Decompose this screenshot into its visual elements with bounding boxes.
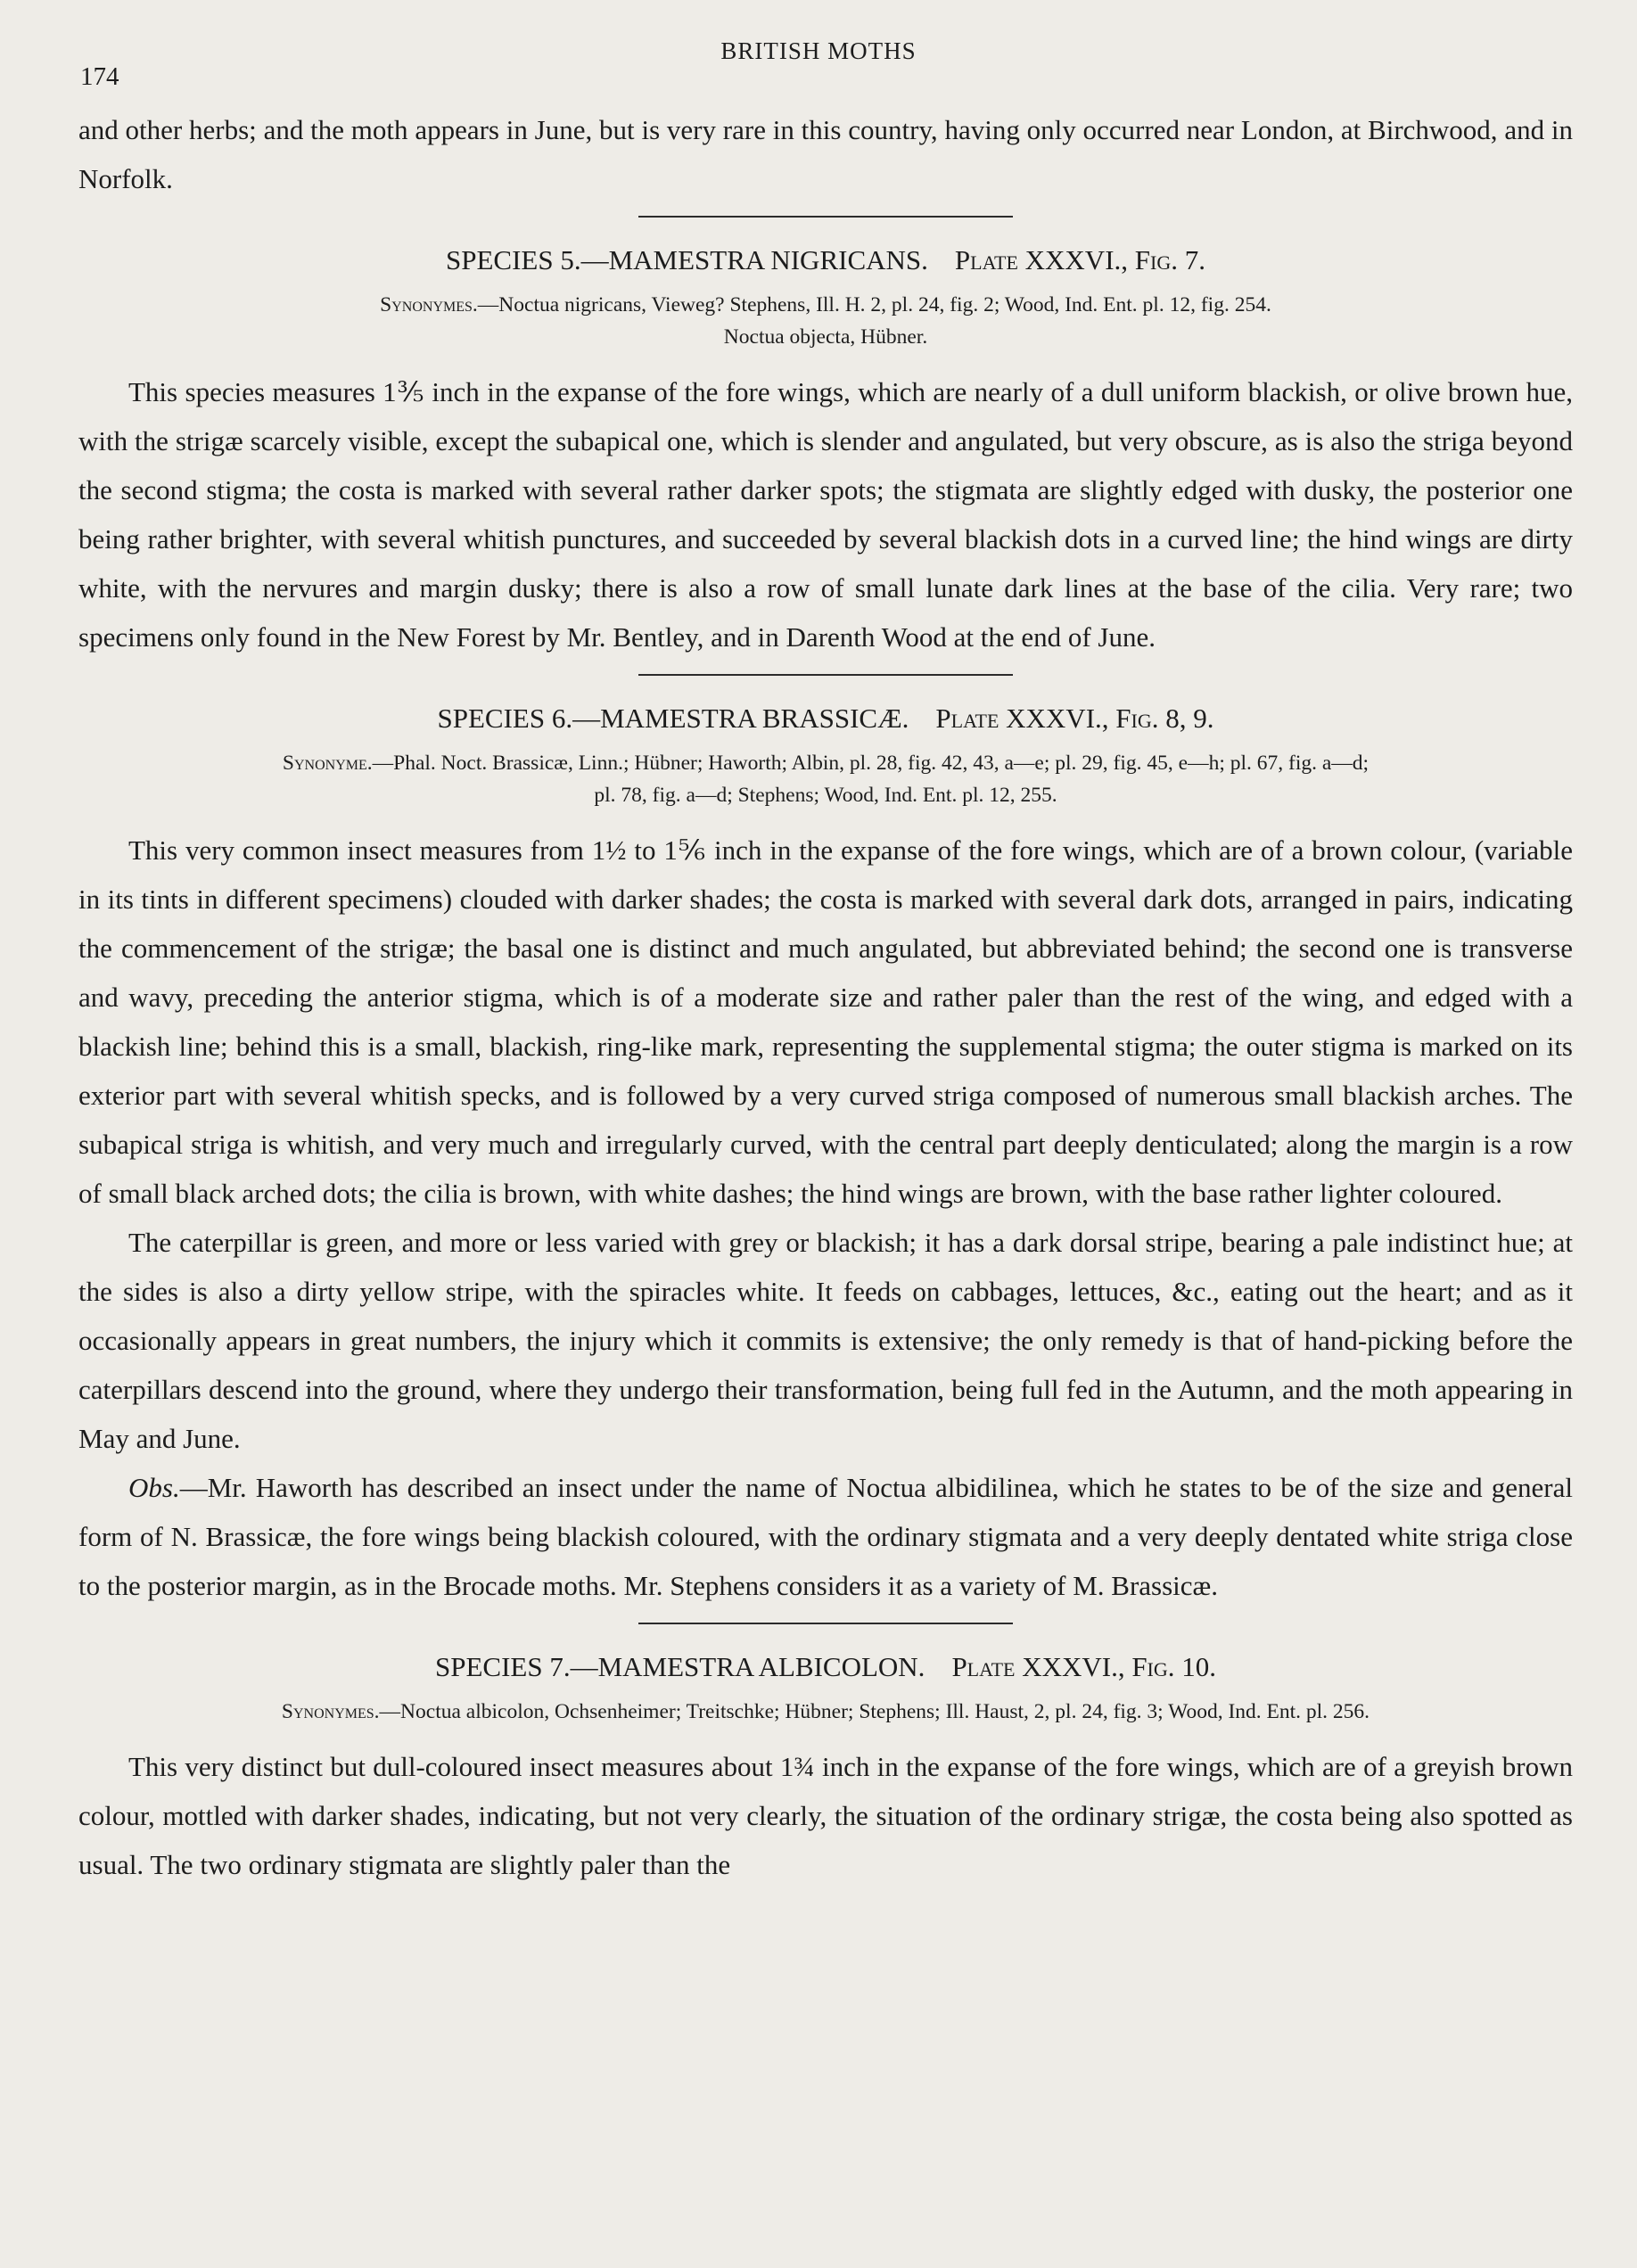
section-divider xyxy=(638,216,1013,218)
species-5-plate-ref: Plate XXXVI., Fig. 7. xyxy=(954,244,1205,275)
synonyms-text: —Noctua nigricans, Vieweg? Stephens, Ill. H. 2, pl. 24, fig. 2; Wood, Ind. Ent. pl. 12, fig. 254. xyxy=(477,293,1271,316)
page-body xyxy=(78,105,1573,1889)
synonyms-text: —Noctua albicolon, Ochsenheimer; Treitschke; Hübner; Stephens; Ill. Haust, 2, pl. 24, fig. 3; Wood, Ind. Ent. pl. 256. xyxy=(379,1700,1370,1723)
section-divider xyxy=(638,1623,1013,1624)
species-7-plate-ref: Plate XXXVI., Fig. 10. xyxy=(951,1651,1217,1682)
species-6-plate-ref: Plate XXXVI., Fig. 8, 9. xyxy=(935,703,1214,734)
species-6-synonyms xyxy=(78,747,1573,811)
synonyms-text: —Phal. Noct. Brassicæ, Linn.; Hübner; Haworth; Albin, pl. 28, fig. 42, 43, a—e; pl. 29, fig. 45, e—h; pl. 67, fig. a—d; xyxy=(372,752,1370,775)
species-7-heading xyxy=(78,1648,1573,1687)
obs-label: Obs. xyxy=(128,1472,180,1503)
synonyms-text-line2: Noctua objecta, Hübner. xyxy=(723,325,928,349)
synonyms-label: Synonyme. xyxy=(282,752,373,775)
intro-paragraph: and other herbs; and the moth appears in June, but is very rare in this country, having only occurred near London, at Birchwood, and in Norfolk. xyxy=(78,114,1573,194)
species-6-observation xyxy=(78,1463,1573,1610)
species-7-synonyms xyxy=(78,1696,1573,1728)
species-7-title: SPECIES 7.—MAMESTRA ALBICOLON. xyxy=(434,1651,925,1682)
species-5-heading xyxy=(78,241,1573,280)
species-7-description: This very distinct but dull-coloured insect measures about 1¾ inch in the expanse of the fore wings, which are of a greyish brown colour, mottled with darker shades, indicating, but not very clearly, the situation of the ordinary strigæ, the costa being also spotted as usual. The two ordinary stigmata are slightly paler than the xyxy=(78,1751,1573,1880)
species-6-heading xyxy=(78,699,1573,738)
species-5-synonyms xyxy=(78,289,1573,353)
running-title: BRITISH MOTHS xyxy=(720,37,917,64)
page-header xyxy=(0,34,1637,91)
species-5-description: This species measures 1⅗ inch in the expanse of the fore wings, which are nearly of a dull uniform blackish, or olive brown hue, with the strigæ scarcely visible, except the subapical one, which is slender and angulated, but very obscure, as is also the striga beyond the second stigma; the costa is marked with several rather darker spots; the stigmata are slightly edged with dusky, the posterior one being rather brighter, with several whitish punctures, and succeeded by several blackish dots in a curved line; the hind wings are dirty white, with the nervures and margin dusky; there is also a row of small lunate dark lines at the base of the cilia. Very rare; two specimens only found in the New Forest by Mr. Bentley, and in Darenth Wood at the end of June. xyxy=(78,376,1573,653)
species-6-description: This very common insect measures from 1½ to 1⅚ inch in the expanse of the fore wings, which are of a brown colour, (variable in its tints in different specimens) clouded with darker shades; the costa is marked with several dark dots, arranged in pairs, indicating the commencement of the strigæ; the basal one is distinct and much angulated, but abbreviated behind; the second one is transverse and wavy, preceding the anterior stigma, which is of a moderate size and rather paler than the rest of the wing, and edged with a blackish line; behind this is a small, blackish, ring-like mark, representing the supplemental stigma; the outer stigma is marked on its exterior part with several whitish specks, and is followed by a very curved striga composed of numerous small blackish arches. The subapical striga is whitish, and very much and irregularly curved, with the central part deeply denticulated; along the margin is a row of small black arched dots; the cilia is brown, with white dashes; the hind wings are brown, with the base rather lighter coloured. xyxy=(78,834,1573,1209)
obs-text: —Mr. Haworth has described an insect under the name of Noctua albidilinea, which he states to be of the size and general form of N. Brassicæ, the fore wings being blackish coloured, with the ordinary stigmata and a very deeply dentated white striga close to the posterior margin, as in the Brocade moths. Mr. Stephens considers it as a variety of M. Brassicæ. xyxy=(78,1472,1573,1601)
species-6-title: SPECIES 6.—MAMESTRA BRASSICÆ. xyxy=(437,703,909,734)
section-divider xyxy=(638,674,1013,676)
synonyms-label: Synonymes. xyxy=(281,1700,380,1723)
synonyms-text-line2: pl. 78, fig. a—d; Stephens; Wood, Ind. Ent. pl. 12, 255. xyxy=(594,784,1057,807)
species-5-title: SPECIES 5.—MAMESTRA NIGRICANS. xyxy=(446,244,928,275)
synonyms-label: Synonymes. xyxy=(380,293,478,316)
page-number: 174 xyxy=(80,62,119,91)
species-6-caterpillar: The caterpillar is green, and more or less varied with grey or blackish; it has a dark dorsal stripe, bearing a pale indistinct hue; at the sides is also a dirty yellow stripe, with the spiracles white. It feeds on cabbages, lettuces, &c., eating out the heart; and as it occasionally appears in great numbers, the injury which it commits is extensive; the only remedy is that of hand-picking before the caterpillars descend into the ground, where they undergo their transformation, being full fed in the Autumn, and the moth appearing in May and June. xyxy=(78,1227,1573,1454)
